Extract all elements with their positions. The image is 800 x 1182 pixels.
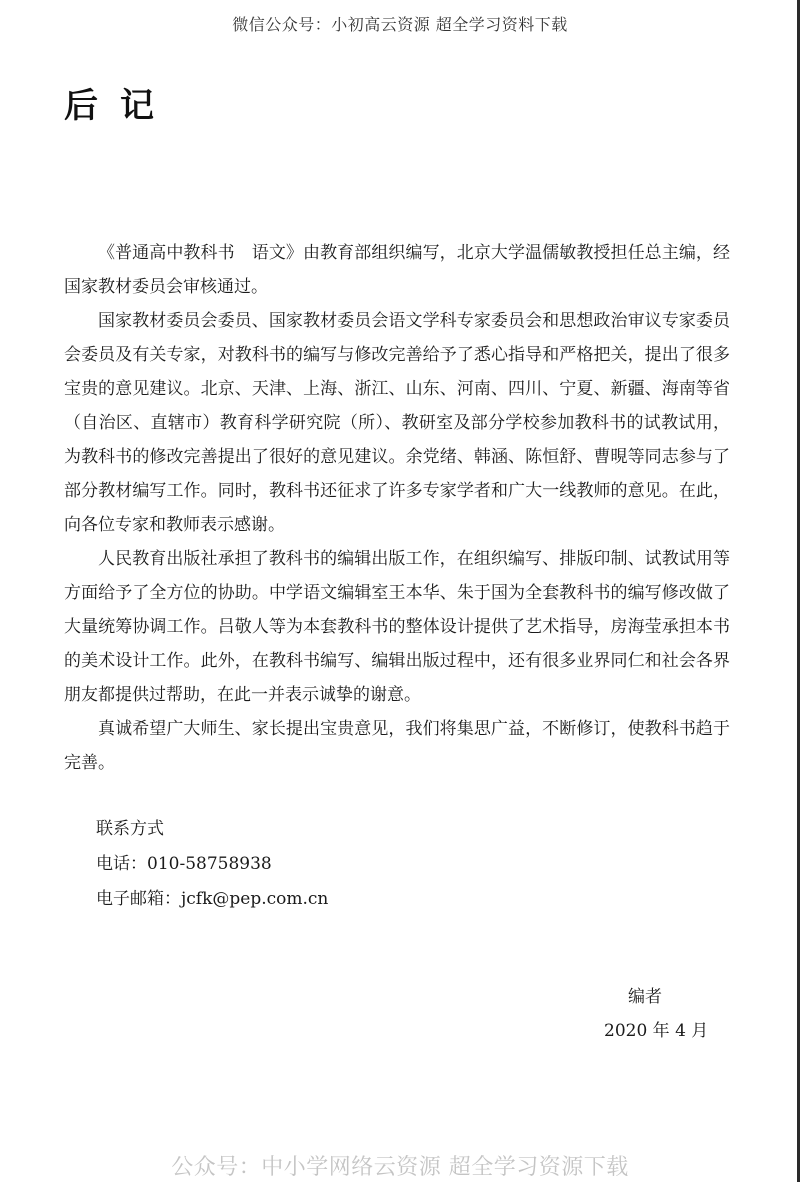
signature-editor: 编者 (628, 987, 662, 1007)
signature-date: 2020 年 4 月 (604, 1021, 709, 1041)
page-title: 后记 (64, 86, 176, 126)
paragraph-1: 《普通高中教科书 语文》由教育部组织编写，北京大学温儒敏教授担任总主编，经国家教材委员会审核通过。 (64, 243, 730, 297)
contact-heading: 联系方式 (96, 819, 164, 839)
contact-phone: 电话：010-58758938 (96, 854, 272, 874)
contact-block (96, 812, 328, 917)
afterword-body (64, 236, 730, 780)
contact-email: 电子邮箱：jcfk@pep.com.cn (96, 889, 329, 909)
paragraph-3: 人民教育出版社承担了教科书的编辑出版工作，在组织编写、排版印制、试教试用等方面给予了全方位的协助。中学语文编辑室王本华、朱于国为全套教科书的编写修改做了大量统筹协调工作。吕敬人等为本套教科书的整体设计提供了艺术指导，房海莹承担本书的美术设计工作。此外，在教科书编写、编辑出版过程中，还有很多业界同仁和社会各界朋友都提供过帮助，在此一并表示诚挚的谢意。 (64, 549, 730, 705)
header-watermark: 微信公众号：小初高云资源 超全学习资料下载 (232, 15, 568, 34)
footer-watermark: 公众号：中小学网络云资源 超全学习资源下载 (171, 1155, 629, 1180)
paragraph-4: 真诚希望广大师生、家长提出宝贵意见，我们将集思广益，不断修订，使教科书趋于完善。 (64, 719, 730, 773)
paragraph-2: 国家教材委员会委员、国家教材委员会语文学科专家委员会和思想政治审议专家委员会委员及有关专家，对教科书的编写与修改完善给予了悉心指导和严格把关，提出了很多宝贵的意见建议。北京、天津、上海、浙江、山东、河南、四川、宁夏、新疆、海南等省（自治区、直辖市）教育科学研究院（所）、教研室及部分学校参加教科书的试教试用，为教科书的修改完善提出了很好的意见建议。余党绪、韩涵、陈恒舒、曹晛等同志参与了部分教材编写工作。同时，教科书还征求了许多专家学者和广大一线教师的意见。在此，向各位专家和教师表示感谢。 (64, 311, 730, 535)
